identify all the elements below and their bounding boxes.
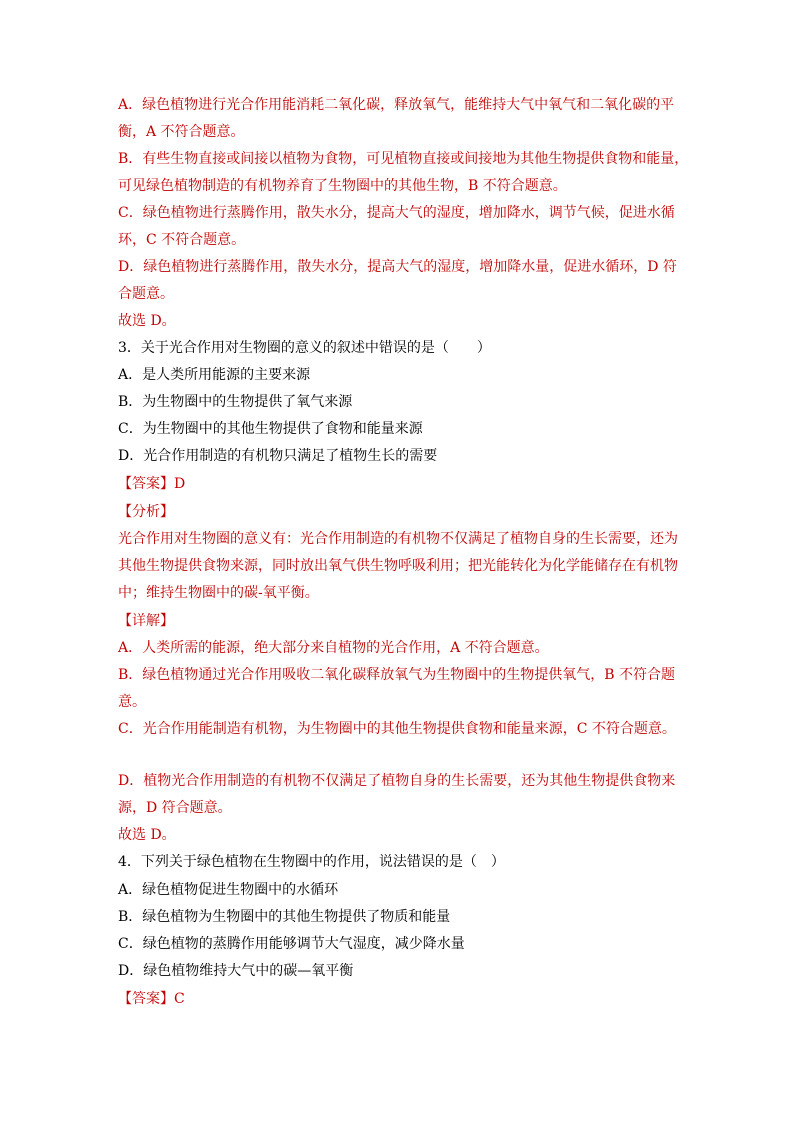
explanation-a-line2: 衡，A 不符合题意。 (118, 124, 245, 140)
q4-option-b: B．绿色植物为生物圈中的其他生物提供了物质和能量 (118, 909, 451, 925)
q3-option-b: B．为生物圈中的生物提供了氧气来源 (118, 394, 353, 410)
explanation-c-line1: C．绿色植物进行蒸腾作用，散失水分，提高大气的湿度，增加降水，调节气候，促进水循 (118, 205, 675, 221)
q3-analysis-line3: 中；维持生物圈中的碳-氧平衡。 (118, 585, 319, 601)
q3-option-c: C．为生物圈中的其他生物提供了食物和能量来源 (118, 421, 423, 437)
q3-answer: 【答案】D (118, 476, 186, 492)
q4-stem: 4．下列关于绿色植物在生物圈中的作用，说法错误的是（ ） (118, 854, 505, 870)
q3-detail-line2: B．绿色植物通过光合作用吸收二氧化碳释放氧气为生物圈中的生物提供氧气，B 不符合题 (118, 667, 676, 683)
explanation-b-line2: 可见绿色植物制造的有机物养育了生物圈中的其他生物，B 不符合题意。 (118, 178, 567, 194)
q3-detail-line7: 故选 D。 (118, 827, 176, 843)
explanation-c-line2: 环，C 不符合题意。 (118, 232, 246, 248)
q4-option-d: D．绿色植物维持大气中的碳—氧平衡 (118, 963, 354, 979)
explanation-a-line1: A．绿色植物进行光合作用能消耗二氧化碳，释放氧气，能维持大气中氧气和二氧化碳的平 (118, 97, 675, 113)
q3-detail-line5: D．植物光合作用制造的有机物不仅满足了植物自身的生长需要，还为其他生物提供食物来 (118, 773, 676, 789)
q3-stem: 3．关于光合作用对生物圈的意义的叙述中错误的是（ ） (118, 340, 491, 356)
q3-detail-line1: A．人类所需的能源，绝大部分来自植物的光合作用，A 不符合题意。 (118, 640, 549, 656)
explanation-d-line1: D．绿色植物进行蒸腾作用，散失水分，提高大气的湿度，增加降水量，促进水循环，D 符 (118, 259, 677, 275)
q3-detail-line4: C．光合作用能制造有机物，为生物圈中的其他生物提供食物和能量来源，C 不符合题意。 (118, 721, 676, 737)
q3-option-a: A．是人类所用能源的主要来源 (118, 367, 311, 383)
explanation-choose: 故选 D。 (118, 313, 176, 329)
q3-detail-heading: 【详解】 (118, 613, 174, 629)
q3-analysis-line1: 光合作用对生物圈的意义有：光合作用制造的有机物不仅满足了植物自身的生长需要，还为 (118, 531, 678, 547)
explanation-b-line1: B．有些生物直接或间接以植物为食物，可见植物直接或间接地为其他生物提供食物和能量， (118, 151, 689, 167)
q3-analysis-heading: 【分析】 (118, 504, 174, 520)
q4-option-a: A．绿色植物促进生物圈中的水循环 (118, 882, 339, 898)
explanation-d-line2: 合题意。 (118, 286, 174, 302)
q3-detail-line3: 意。 (118, 694, 146, 710)
q3-analysis-line2: 其他生物提供食物来源，同时放出氧气供生物呼吸利用；把光能转化为化学能储存在有机物 (118, 558, 678, 574)
q3-option-d: D．光合作用制造的有机物只满足了植物生长的需要 (118, 448, 438, 464)
q4-option-c: C．绿色植物的蒸腾作用能够调节大气湿度，减少降水量 (118, 936, 465, 952)
q4-answer: 【答案】C (118, 991, 185, 1007)
q3-detail-line6: 源，D 符合题意。 (118, 800, 232, 816)
